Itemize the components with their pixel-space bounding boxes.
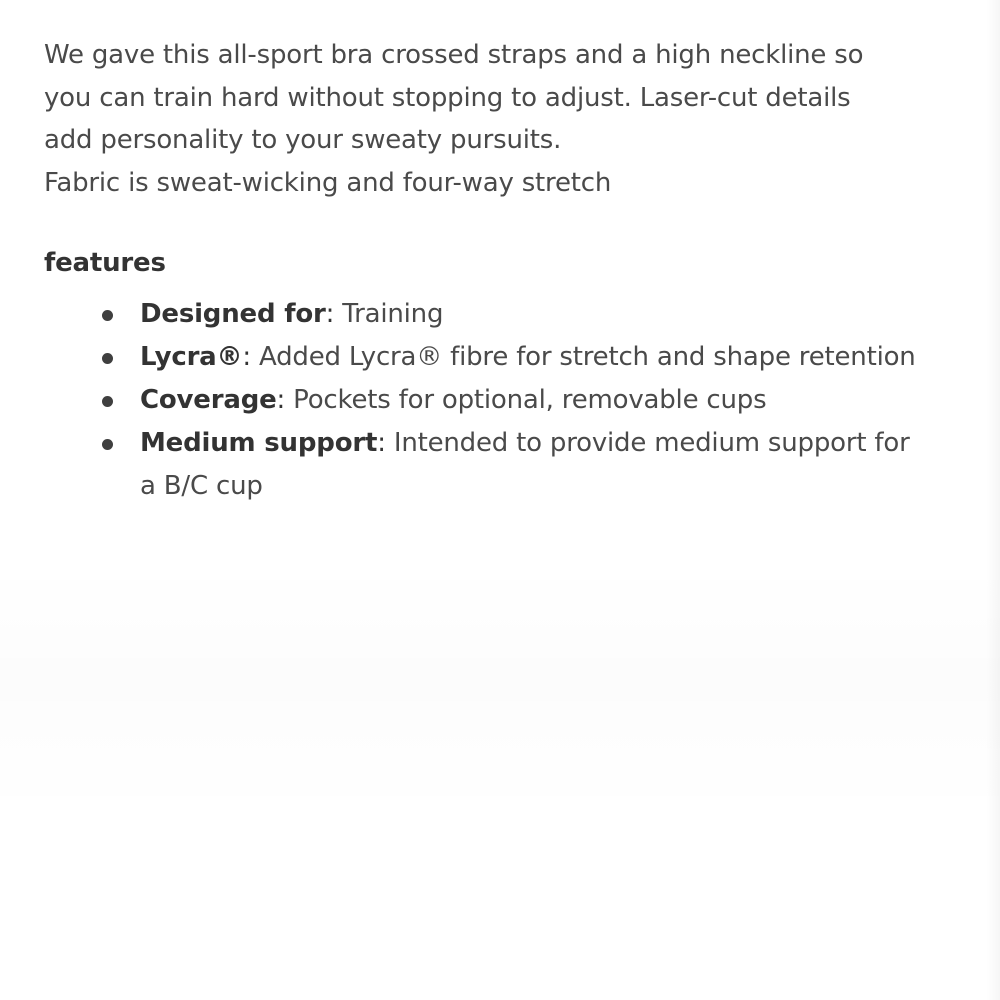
features-heading: features: [44, 248, 166, 278]
feature-term: Lycra®: [140, 342, 243, 372]
description-line-2: you can train hard without stopping to adjust. Laser-cut details: [44, 82, 851, 113]
feature-description: Added Lycra® fibre for stretch and shape retention: [250, 342, 916, 372]
feature-description: Intended to provide medium support for: [385, 428, 910, 458]
bullet-icon: [102, 439, 113, 450]
feature-description: Training: [334, 299, 444, 329]
product-details-panel: [44, 34, 974, 508]
feature-term: Coverage: [140, 385, 277, 415]
bullet-icon: [102, 353, 113, 364]
bullet-icon: [102, 310, 113, 321]
features-list: [44, 293, 974, 508]
feature-separator: :: [325, 299, 335, 329]
background-shade-band: [0, 560, 1000, 820]
feature-term: Designed for: [140, 299, 326, 329]
feature-description: a B/C cup: [140, 471, 263, 501]
feature-separator: :: [242, 342, 251, 372]
feature-item-coverage: [44, 379, 974, 422]
feature-separator: :: [377, 428, 386, 458]
right-edge-shade: [986, 0, 1000, 1000]
feature-item-medium-support: [44, 422, 974, 465]
bullet-icon: [102, 396, 113, 407]
feature-item-continuation: [44, 465, 974, 508]
feature-item-lycra: [44, 336, 974, 379]
description-line-4: Fabric is sweat-wicking and four-way stretch: [44, 167, 612, 198]
description-line-3: add personality to your sweaty pursuits.: [44, 125, 562, 155]
feature-item-designed-for: [44, 293, 974, 336]
description-line-1: We gave this all-sport bra crossed straps and a high neckline so: [44, 40, 864, 70]
feature-term: Medium support: [140, 428, 378, 458]
feature-description: Pockets for optional, removable cups: [285, 385, 767, 415]
feature-separator: :: [276, 385, 286, 415]
product-description: [44, 34, 974, 204]
